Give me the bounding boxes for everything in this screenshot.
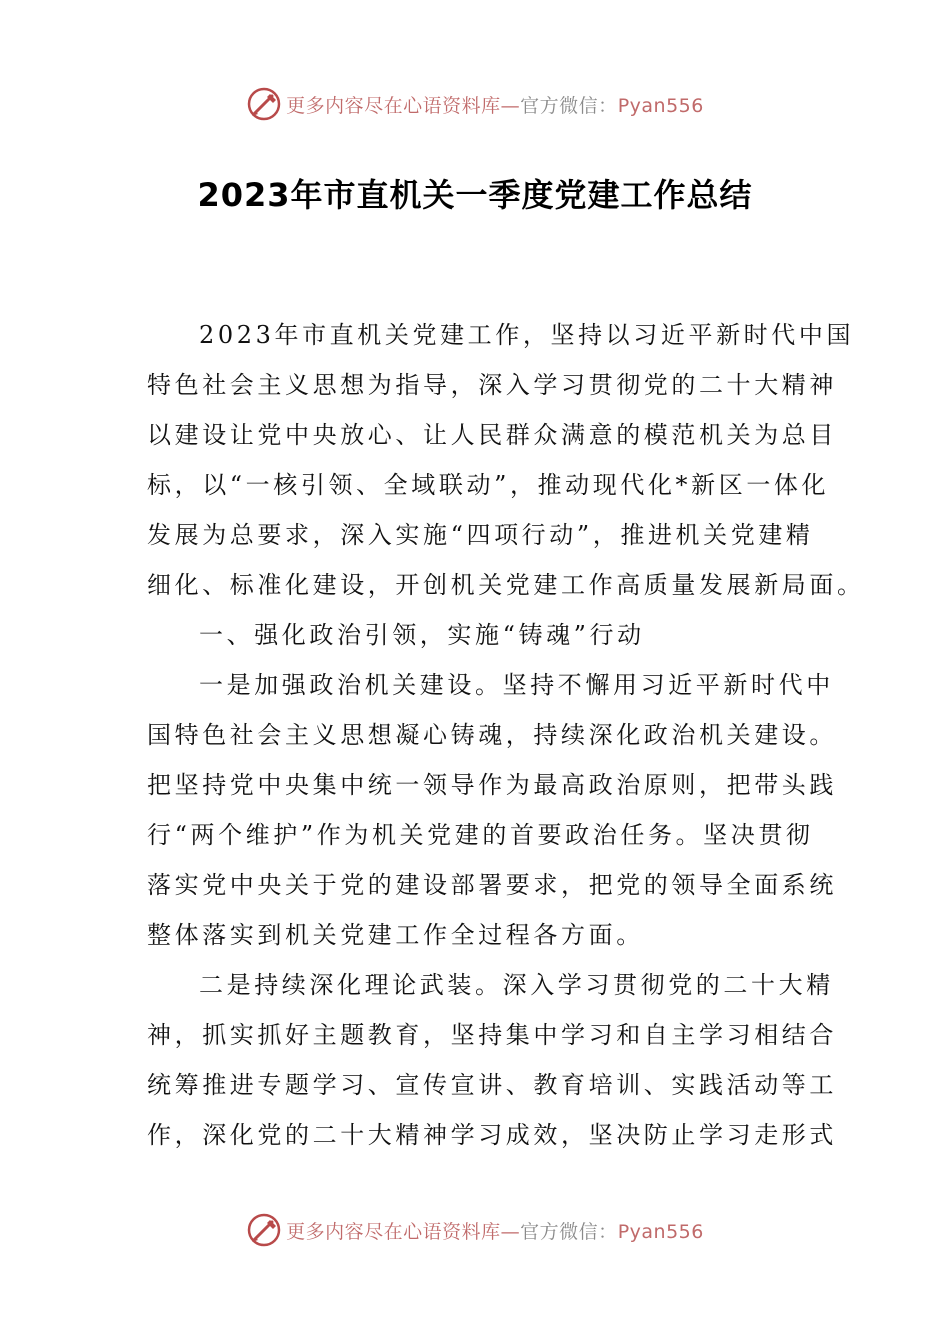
header-banner — [0, 84, 950, 124]
document-body — [147, 310, 865, 1160]
paragraph-line: 一是加强政治机关建设。坚持不懈用习近平新时代中 — [199, 671, 834, 699]
banner-label: 官方微信： — [520, 94, 618, 117]
paragraph-line: 标，以“一核引领、全域联动”，推动现代化*新区一体化 — [147, 471, 830, 499]
banner-prefix: 更多内容尽在心语资料库 — [286, 94, 501, 117]
section-heading: 一、强化政治引领，实施“铸魂”行动 — [199, 621, 645, 649]
banner-wechat-id: Pyan556 — [617, 1220, 704, 1243]
paragraph-line: 二是持续深化理论武装。深入学习贯彻党的二十大精 — [199, 971, 834, 999]
banner-prefix: 更多内容尽在心语资料库 — [286, 1220, 501, 1243]
banner-text — [286, 91, 704, 118]
banner-label: 官方微信： — [520, 1220, 618, 1243]
paragraph-line: 整体落实到机关党建工作全过程各方面。 — [147, 921, 644, 949]
document-title: 2023年市直机关一季度党建工作总结 — [197, 176, 753, 214]
paragraph-line: 行“两个维护”作为机关党建的首要政治任务。坚决贯彻 — [147, 821, 814, 849]
paragraph-line: 以建设让党中央放心、让人民群众满意的模范机关为总目 — [147, 421, 837, 449]
paragraph-line: 神，抓实抓好主题教育，坚持集中学习和自主学习相结合 — [147, 1021, 837, 1049]
paragraph-line: 作，深化党的二十大精神学习成效，坚决防止学习走形式 — [147, 1121, 837, 1149]
paragraph-line: 落实党中央关于党的建设部署要求，把党的领导全面系统 — [147, 871, 837, 899]
paragraph-line: 2023年市直机关党建工作，坚持以习近平新时代中国 — [199, 321, 855, 349]
paragraph-line: 国特色社会主义思想凝心铸魂，持续深化政治机关建设。 — [147, 721, 837, 749]
pen-logo-icon — [246, 86, 282, 122]
paragraph-line: 发展为总要求，深入实施“四项行动”，推进机关党建精 — [147, 521, 814, 549]
banner-text — [286, 1217, 704, 1244]
footer-banner — [0, 1210, 950, 1250]
banner-separator: — — [500, 94, 521, 117]
banner-separator: — — [500, 1220, 521, 1243]
paragraph-line: 细化、标准化建设，开创机关党建工作高质量发展新局面。 — [147, 571, 865, 599]
paragraph-line: 特色社会主义思想为指导，深入学习贯彻党的二十大精神 — [147, 371, 837, 399]
paragraph-line: 统筹推进专题学习、宣传宣讲、教育培训、实践活动等工 — [147, 1071, 837, 1099]
pen-logo-icon — [246, 1212, 282, 1248]
paragraph-line: 把坚持党中央集中统一领导作为最高政治原则，把带头践 — [147, 771, 837, 799]
banner-wechat-id: Pyan556 — [617, 94, 704, 117]
